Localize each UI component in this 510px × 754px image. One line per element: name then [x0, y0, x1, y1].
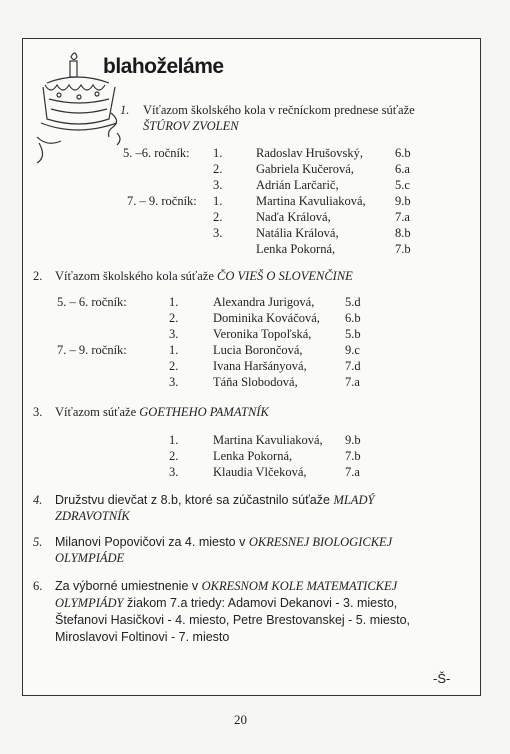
- rank: 3.: [213, 178, 223, 192]
- winner-class: 6.b: [395, 146, 411, 160]
- rank: 3.: [169, 327, 179, 341]
- winner-class: 5.c: [395, 178, 410, 192]
- winner-class: 7.a: [395, 210, 410, 224]
- section-6-line3: Štefanovi Hasičkovi - 4. miesto, Petre Brestovanskej - 5. miesto,: [55, 613, 410, 627]
- winner-class: 9.b: [345, 433, 361, 447]
- grade-label: 7. – 9. ročník:: [57, 343, 127, 357]
- rank: 1.: [169, 343, 179, 357]
- rank: 2.: [169, 311, 179, 325]
- rank: 2.: [169, 359, 179, 373]
- winner-class: 6.b: [345, 311, 361, 325]
- section-6-text: Za výborné umiestnenie v OKRESNOM KOLE MATEMATICKEJ: [55, 579, 398, 593]
- section-2-number: 2.: [33, 269, 43, 283]
- rank: 1.: [213, 194, 223, 208]
- winner-name: Naďa Králová,: [256, 210, 331, 224]
- winner-name: Veronika Topoľská,: [213, 327, 312, 341]
- section-6-line4: Miroslavovi Foltinovi - 7. miesto: [55, 630, 230, 644]
- grade-label: 5. –6. ročník:: [123, 146, 190, 160]
- winner-name: Natália Králová,: [256, 226, 339, 240]
- section-5-competition: OLYMPIÁDE: [55, 551, 125, 565]
- winner-class: 8.b: [395, 226, 411, 240]
- winner-class: 7.b: [395, 242, 411, 256]
- winner-name: Lucia Borončová,: [213, 343, 303, 357]
- grade-label: 5. – 6. ročník:: [57, 295, 127, 309]
- rank: 2.: [213, 162, 223, 176]
- winner-class: 9.b: [395, 194, 411, 208]
- winner-name: Táňa Slobodová,: [213, 375, 298, 389]
- winner-name: Martina Kavuliaková,: [256, 194, 366, 208]
- page-title: blahoželáme: [103, 55, 224, 78]
- winner-name: Lenka Pokorná,: [256, 242, 336, 256]
- section-1-number: 1.: [120, 103, 130, 117]
- congratulations-box: [22, 38, 481, 696]
- winner-name: Ivana Haršányová,: [213, 359, 307, 373]
- signature: -Š-: [433, 671, 451, 686]
- section-5-text: Milanovi Popovičovi za 4. miesto v OKRESNEJ BIOLOGICKEJ: [55, 535, 393, 549]
- rank: 1.: [169, 295, 179, 309]
- section-6-line2: OLYMPIÁDY žiakom 7.a triedy: Adamovi Dekanovi - 3. miesto,: [55, 596, 398, 610]
- section-2-text: Víťazom školského kola súťaže ČO VIEŠ O SLOVENČINE: [55, 269, 353, 283]
- rank: 2.: [213, 210, 223, 224]
- winner-name: Lenka Pokorná,: [213, 449, 293, 463]
- rank: 3.: [169, 375, 179, 389]
- winner-class: 7.b: [345, 449, 361, 463]
- rank: 1.: [213, 146, 223, 160]
- winner-class: 5.b: [345, 327, 361, 341]
- section-4-competition: ZDRAVOTNÍK: [55, 509, 130, 523]
- winner-name: Dominika Kováčová,: [213, 311, 320, 325]
- winner-name: Gabriela Kučerová,: [256, 162, 354, 176]
- section-1-competition: ŠTÚROV ZVOLEN: [143, 119, 239, 133]
- section-4-text: Družstvu dievčat z 8.b, ktoré sa zúčastnilo súťaže MLADÝ: [55, 493, 375, 507]
- winner-class: 7.a: [345, 375, 360, 389]
- rank: 3.: [169, 465, 179, 479]
- winner-name: Alexandra Jurigová,: [213, 295, 315, 309]
- winner-class: 9.c: [345, 343, 360, 357]
- section-3-text: Víťazom súťaže GOETHEHO PAMATNÍK: [55, 405, 269, 419]
- winner-name: Klaudia Vlčeková,: [213, 465, 307, 479]
- section-6-number: 6.: [33, 579, 43, 593]
- winner-name: Martina Kavuliaková,: [213, 433, 323, 447]
- winner-name: Radoslav Hrušovský,: [256, 146, 363, 160]
- winner-name: Adrián Larčarič,: [256, 178, 339, 192]
- section-4-number: 4.: [33, 493, 43, 507]
- winner-class: 7.d: [345, 359, 361, 373]
- rank: 3.: [213, 226, 223, 240]
- grade-label: 7. – 9. ročník:: [127, 194, 197, 208]
- rank: 2.: [169, 449, 179, 463]
- winner-class: 6.a: [395, 162, 410, 176]
- winner-class: 5.d: [345, 295, 361, 309]
- section-1-text: Víťazom školského kola v rečníckom prednese súťaže: [143, 103, 415, 117]
- section-5-number: 5.: [33, 535, 43, 549]
- rank: 1.: [169, 433, 179, 447]
- winner-class: 7.a: [345, 465, 360, 479]
- page-number: 20: [234, 712, 247, 727]
- section-3-number: 3.: [33, 405, 43, 419]
